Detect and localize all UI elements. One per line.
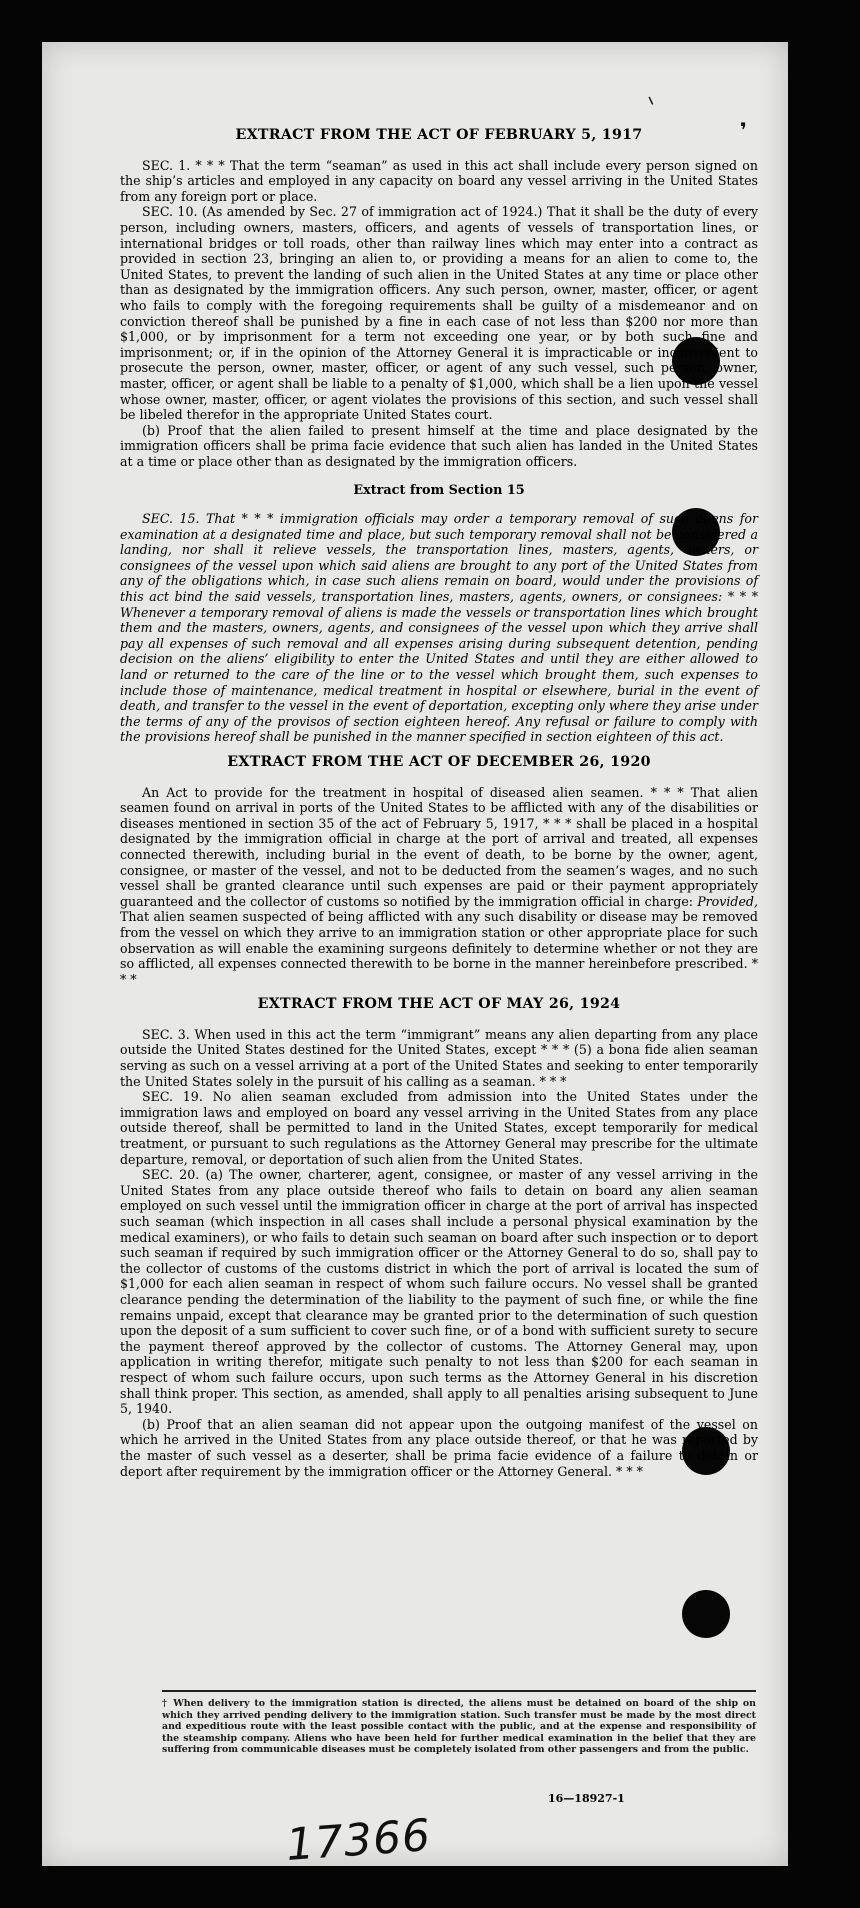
paragraph-text: An Act to provide for the treatment in hospital of diseased alien seamen. * * * That alien seamen found on arrival in ports of the United States to be afflicted with any of the disabilities or diseases mentioned in section 35 of the act of February 5, 1917, * * * shall be placed in a hospital designated by the immigration official in charge at the port of arrival and treated, all expenses connected therewith, including burial in the event of death, to be borne by the owner, agent, consignee, or master of the vessel, and not to be deducted from the seamen’s wages, and no such vessel shall be granted clearance until such expenses are paid or their payment appropriately guaranteed and the collector of customs so notified by the immigration official in charge: xyxy=(120,784,758,909)
paragraph xyxy=(120,785,758,988)
paragraph: SEC. 10. (As amended by Sec. 27 of immigration act of 1924.) That it shall be the duty of every person, including owners, masters, officers, and agents of vessels of transportation lines, or international bridges or toll roads, other than railway lines which may enter into a contract as provided in section 23, bringing an alien to, or providing a means for an alien to come to, the United States, to prevent the landing of such alien in the United States at any time or place other than as designated by the immigration officers. Any such person, owner, master, officer, or agent who fails to comply with the foregoing requirements shall be guilty of a misdemeanor and on conviction thereof shall be punished by a fine in each case of not less than $200 nor more than $1,000, or by imprisonment for a term not exceeding one year, or by both such fine and imprisonment; or, if in the opinion of the Attorney General it is impracticable or inconvenient to prosecute the person, owner, master, officer, or agent of any such vessel, such person, owner, master, officer, or agent shall be liable to a penalty of $1,000, which shall be a lien upon the vessel whose owner, master, officer, or agent violates the provisions of this section, and such vessel shall be libeled therefor in the appropriate United States court. xyxy=(120,204,758,423)
paragraph: SEC. 20. (a) The owner, charterer, agent, consignee, or master of any vessel arriving in the United States from any place outside thereof who fails to detain on board any alien seaman employed on such vessel until the immigration officer in charge at the port of arrival has inspected such seaman (which inspection in all cases shall include a personal physical examination by the medical examiners), or who fails to detain such seaman on board after such inspection or to deport such seaman if required by such immigration officer or the Attorney General to do so, shall pay to the collector of customs of the customs district in which the port of arrival is located the sum of $1,000 for each alien seaman in respect of whom such failure occurs. No vessel shall be granted clearance pending the determination of the liability to the payment of such fine, or while the fine remains unpaid, except that clearance may be granted prior to the determination of such question upon the deposit of a sum sufficient to cover such fine, or of a bond with sufficient surety to secure the payment thereof approved by the collector of customs. The Attorney General may, upon application in writing therefor, mitigate such penalty to not less than $200 for each seaman in respect of whom such failure occurs, upon such terms as the Attorney General in his discretion shall think proper. This section, as amended, shall apply to all penalties arising subsequent to June 5, 1940. xyxy=(120,1167,758,1417)
paragraph: (b) Proof that the alien failed to present himself at the time and place designated by the immigration officers shall be prima facie evidence that such alien has landed in the United States at a time or place other than as designated by the immigration officers. xyxy=(120,422,758,469)
paragraph: SEC. 1. * * * That the term “seaman” as used in this act shall include every person signed on the ship’s articles and employed in any capacity on board any vessel arriving in the United States from any foreign port or place. xyxy=(120,157,758,204)
proviso-word: Provided, xyxy=(697,893,758,909)
section-heading: EXTRACT FROM THE ACT OF DECEMBER 26, 1920 xyxy=(227,753,651,770)
paragraph: SEC. 3. When used in this act the term “immigrant” means any alien departing from any place outside the United States destined for the United States, except * * * (5) a bona fide alien seaman serving as such on a vessel arriving at a port of the United States and seeking to enter temporarily the United States solely in the pursuit of his calling as a seaman. * * * xyxy=(120,1026,758,1089)
handwritten-number: 17366 xyxy=(284,1810,433,1871)
stray-ink-mark: ⸌ xyxy=(642,93,657,114)
form-number: 16—18927-1 xyxy=(548,1792,625,1805)
section-subheading: Extract from Section 15 xyxy=(353,483,525,499)
paragraph: SEC. 19. No alien seaman excluded from admission into the United States under the immigration laws and employed on board any vessel arriving in the United States from any place outside thereof, shall be permitted to land in the United States, except temporarily for medical treatment, or pursuant to such regulations as the Attorney General may prescribe for the ultimate departure, removal, or deportation of such alien from the United States. xyxy=(120,1089,758,1167)
footnote-rule xyxy=(162,1690,756,1692)
section-heading: EXTRACT FROM THE ACT OF FEBRUARY 5, 1917 xyxy=(235,127,643,143)
paragraph-text: That alien seamen suspected of being afflicted with any such disability or disease may be removed from the vessel on which they arrive to an immigration station or other appropriate place for such observation as will enable the examining surgeons definitely to determine whether or not they are so afflicted, all expenses connected therewith to be borne in the manner hereinbefore prescribed. * * * xyxy=(120,909,758,987)
paragraph: SEC. 15. That * * * immigration officials may order a temporary removal of such aliens for examination at a designated time and place, but such temporary removal shall not be considered a landing, nor shall it relieve vessels, the transportation lines, masters, agents, owners, or consignees of the vessel upon which said aliens are brought to any port of the United States from any of the obligations which, in case such aliens remain on board, would under the provisions of this act bind the said vessels, transportation lines, masters, agents, owners, or consignees: * * * Whenever a temporary removal of aliens is made the vessels or transportation lines which brought them and the masters, owners, agents, and consignees of the vessel upon which they arrive shall pay all expenses of such removal and all expenses arising during subsequent detention, pending decision on the aliens’ eligibility to enter the United States and until they are either allowed to land or returned to the care of the line or to the vessel which brought them, such expenses to include those of maintenance, medical treatment in hospital or elsewhere, burial in the event of death, and transfer to the vessel in the event of deportation, excepting only where they arise under the terms of any of the provisos of section eighteen hereof. Any refusal or failure to comply with the provisions hereof shall be punished in the manner specified in section eighteen of this act. xyxy=(120,511,758,745)
punch-hole xyxy=(682,1590,730,1638)
stray-ink-mark: ❜ xyxy=(740,118,747,142)
footnote: † When delivery to the immigration station is directed, the aliens must be detained on board of the ship on which they arrived pending delivery to the immigration station. Such transfer must be made by the most direct and expeditious route with the least possible contact with the public, and at the expense and responsibility of the steamship company. Aliens who have been held for further medical examination in the belief that they are suffering from communicable diseases must be completely isolated from other passengers and from the public. xyxy=(162,1698,756,1756)
section-heading: EXTRACT FROM THE ACT OF MAY 26, 1924 xyxy=(257,996,621,1013)
paragraph: (b) Proof that an alien seaman did not appear upon the outgoing manifest of the vessel on which he arrived in the United States from any place outside thereof, or that he was reported by the master of such vessel as a deserter, shall be prima facie evidence of a failure to detain or deport after requirement by the immigration officer or the Attorney General. * * * xyxy=(120,1416,758,1479)
document-body xyxy=(120,128,758,1479)
